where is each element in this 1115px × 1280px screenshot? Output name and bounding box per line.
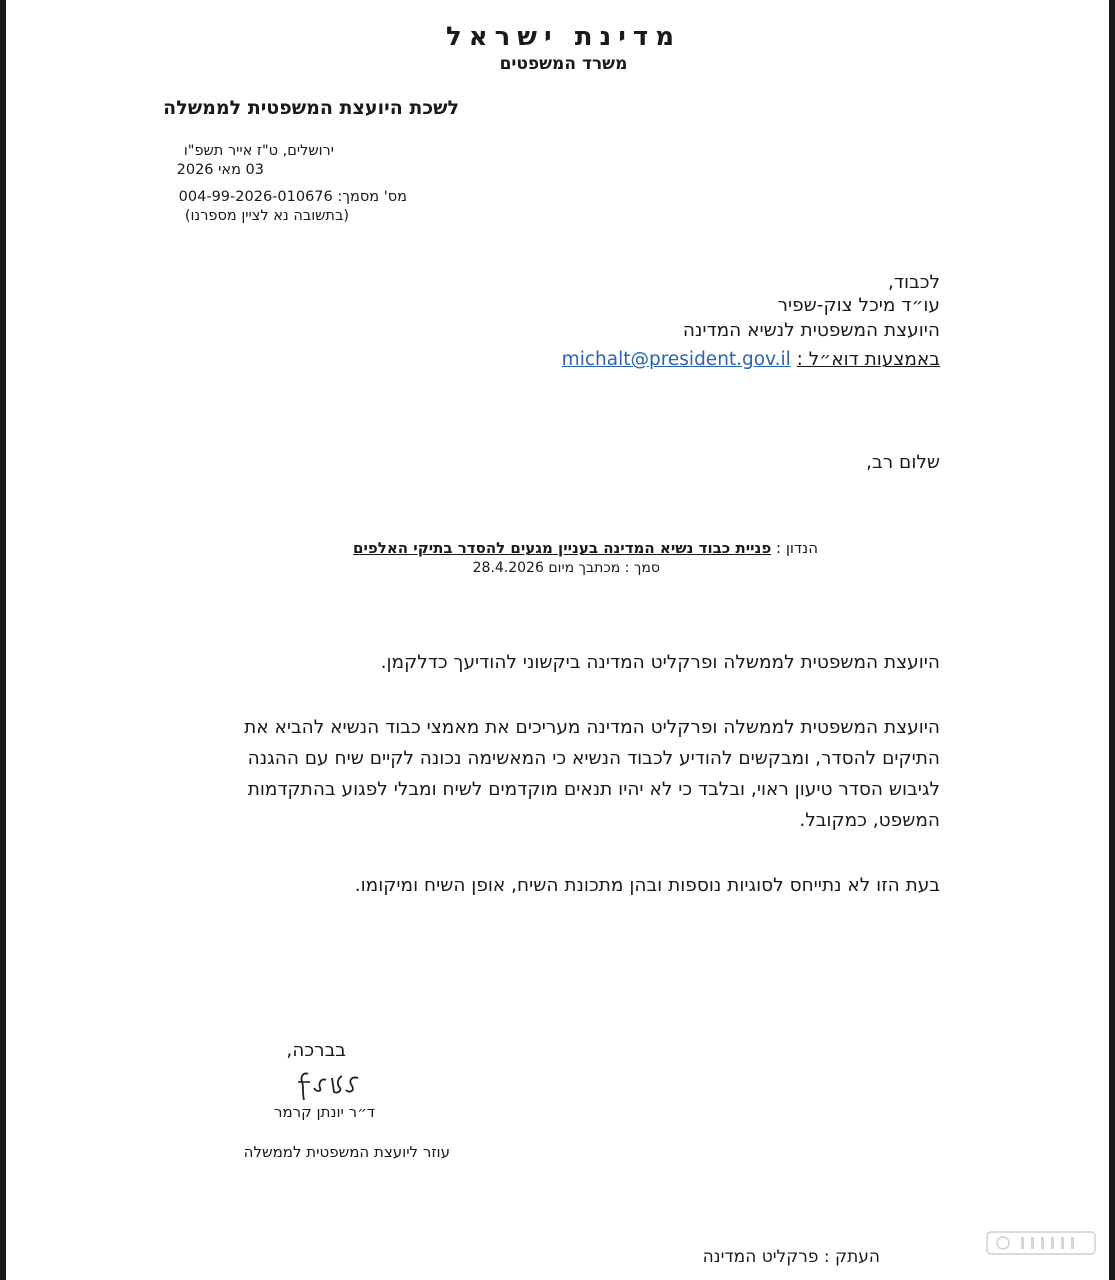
- recipient-honorific: לכבוד,: [887, 272, 940, 293]
- greeting: שלום רב,: [866, 452, 940, 473]
- subject-reference: סמך : מכתבך מיום 28.4.2026: [472, 560, 660, 576]
- paragraph-intro: היועצת המשפטית לממשלה ופרקליט המדינה ביקשוני להודיעך כדלקמן.: [380, 652, 940, 673]
- date-gregorian: 03 מאי 2026: [176, 162, 264, 178]
- subject-line: [353, 539, 818, 557]
- recipient-name: עו״ד מיכל צוק-שפיר: [777, 295, 940, 316]
- paragraph-line-2: התיקים להסדר, ומבקשים להודיע לכבוד הנשיא כי המאשימה נכונה לקיים שיח עם ההגנה: [247, 748, 940, 769]
- signer-title: עוזר ליועצת המשפטית לממשלה: [243, 1143, 450, 1161]
- paragraph-closing-note: בעת הזו לא נתייחס לסוגיות נוספות ובהן מתכונת השיח, אופן השיח ומיקומו.: [354, 875, 940, 896]
- state-title: מדינת ישראל: [445, 22, 682, 52]
- cc-line: העתק : פרקליט המדינה: [702, 1247, 880, 1267]
- subject-title: פניית כבוד נשיא המדינה בעניין מגעים להסדר בתיקי האלפים: [353, 539, 772, 557]
- handwritten-signature: [292, 1068, 364, 1102]
- watermark-logo: [981, 1228, 1101, 1258]
- letter-page: [6, 0, 1109, 1280]
- email-label: באמצעות דוא״ל :: [796, 349, 940, 370]
- date-hebrew: ירושלים, ט"ז אייר תשפ"ו: [183, 143, 334, 159]
- office-name: לשכת היועצת המשפטית לממשלה: [163, 97, 459, 119]
- closing-blessing: בברכה,: [286, 1040, 346, 1061]
- ministry-name: משרד המשפטים: [499, 54, 628, 74]
- document-reference: [179, 189, 407, 205]
- reference-number: 004-99-2026-010676: [178, 189, 333, 205]
- subject-label: הנדון :: [776, 539, 818, 557]
- signer-name: ד״ר יונתן קרמר: [273, 1103, 375, 1121]
- recipient-email-line: [562, 349, 940, 370]
- reply-note: (בתשובה נא לציין מספרנו): [184, 208, 349, 224]
- email-link[interactable]: michalt@president.gov.il: [561, 349, 791, 370]
- paragraph-line-3: לגיבוש הסדר טיעון ראוי, ובלבד כי לא יהיו תנאים מוקדמים לשיח ומבלי לפגוע בהתקדמות: [247, 779, 940, 800]
- paragraph-line-4: המשפט, כמקובל.: [799, 810, 940, 831]
- reference-label: מס' מסמך:: [337, 189, 407, 205]
- recipient-title: היועצת המשפטית לנשיא המדינה: [682, 320, 940, 341]
- paragraph-line-1: היועצת המשפטית לממשלה ופרקליט המדינה מעריכים את מאמצי כבוד הנשיא להביא את: [244, 717, 940, 738]
